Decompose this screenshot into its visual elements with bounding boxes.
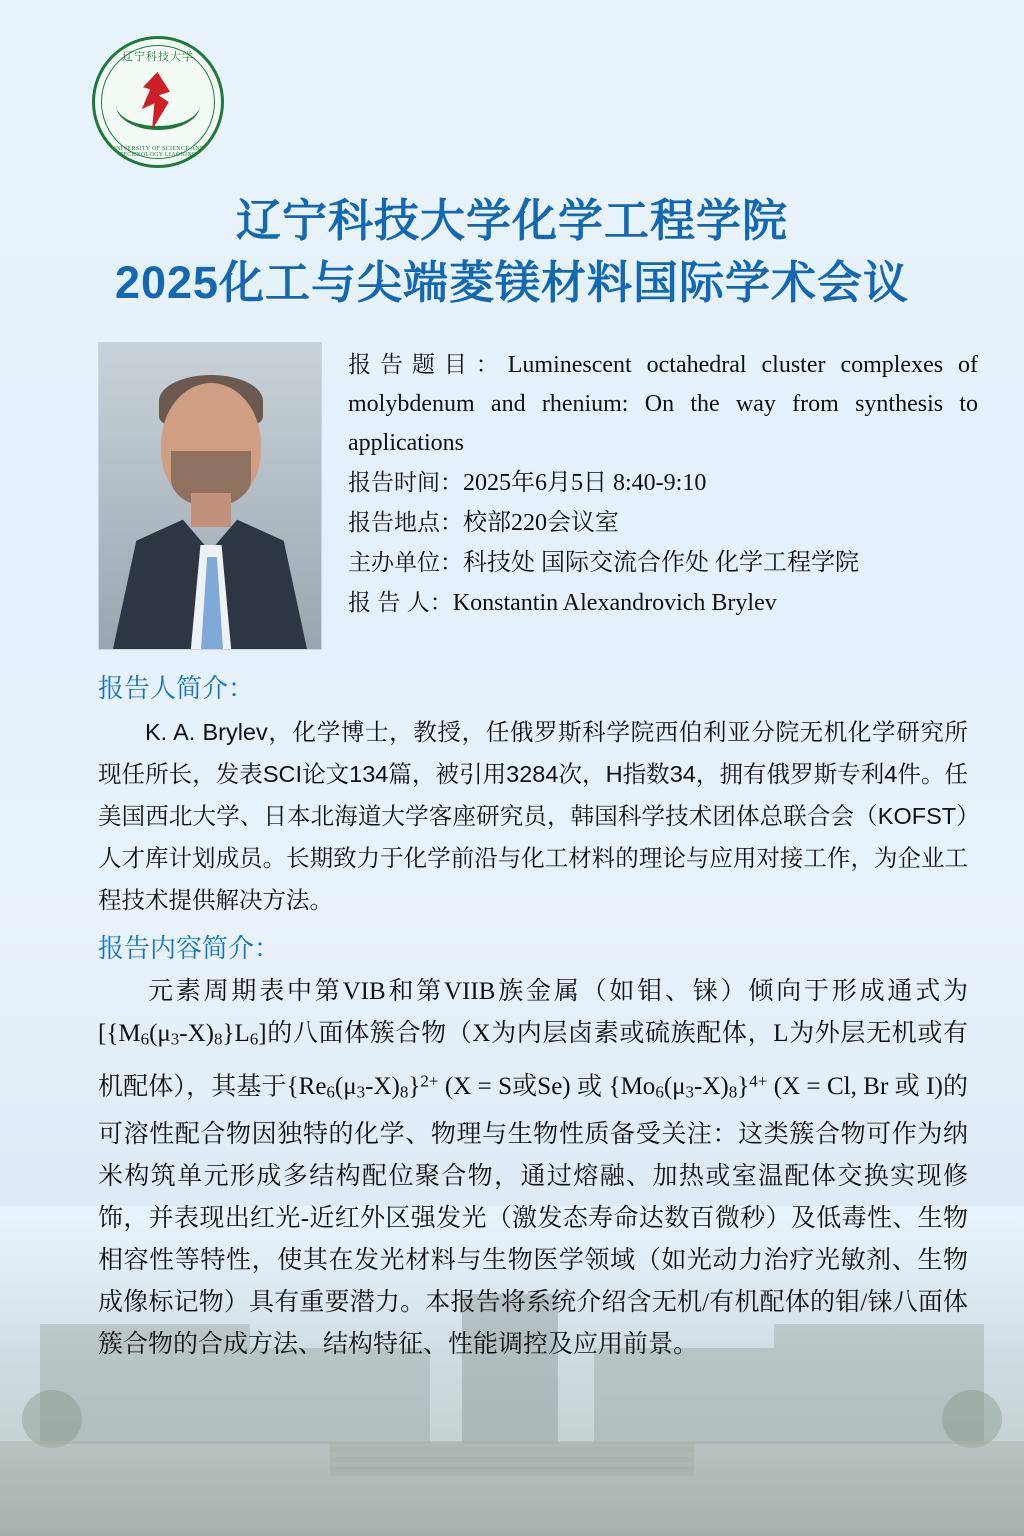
logo-chinese-name: 辽宁科技大学 [122, 51, 194, 63]
place-label: 报告地点： [348, 509, 463, 535]
bio-heading: 报告人简介： [98, 673, 255, 703]
title-line-2: 2025化工与尖端菱镁材料国际学术会议 [114, 257, 910, 308]
lecture-info-block [348, 345, 978, 623]
info-row-speaker [348, 583, 978, 623]
abstract-formula-2: $\{Re_6(\mu_3-X)_8\}^{2+}$ (X = S或Se) [286, 1071, 571, 1103]
abstract-part-1: 元素周期表中第VIB和第VIIB族金属（如钼、铼）倾向于形成通式为 [148, 978, 968, 1005]
abstract-part-3: 或 [570, 1073, 609, 1101]
time-label: 报告时间： [348, 469, 463, 495]
host-label: 主办单位： [348, 549, 463, 575]
topic-value: Luminescent octahedral cluster complexes of molybdenum and rhenium: On the way from synthesis to applications [348, 352, 979, 456]
university-logo-icon [92, 36, 224, 168]
tree-left [22, 1390, 82, 1448]
host-value: 科技处 国际交流合作处 化学工程学院 [463, 550, 859, 576]
place-value: 校部220会议室 [463, 510, 619, 536]
plaza-ground [0, 1441, 1024, 1536]
tree-right [942, 1390, 1002, 1448]
portrait-neck [191, 493, 231, 527]
bio-paragraph: K. A. Brylev，化学博士，教授，任俄罗斯科学院西伯利亚分院无机化学研究所现任所长，发表SCI论文134篇，被引用3284次，H指数34，拥有俄罗斯专利4件。任美国西北大学、日本北海道大学客座研究员，韩国科学技术团体总联合会（KOFST）人才库计划成员。长期致力于化学前沿与化工材料的理论与应用对接工作，为企业工程技术提供解决方法。 [98, 719, 968, 913]
abstract-paragraph [98, 971, 968, 1366]
abstract-heading: 报告内容简介： [98, 933, 281, 963]
topic-label: 报告题目： [348, 351, 508, 377]
abstract-formula-1: $[\{M_6(\mu_3-X)_8\}L_6]$ [98, 1020, 267, 1049]
speaker-portrait-photo [98, 342, 322, 650]
info-row-host [348, 543, 978, 583]
poster-title [0, 190, 1024, 314]
time-value: 2025年6月5日 8:40-9:10 [463, 470, 707, 496]
info-row-place [348, 503, 978, 543]
info-row-topic [348, 345, 978, 463]
speaker-label: 报 告 人： [348, 589, 453, 615]
abstract-formula-3: $\{Mo_6(\mu_3-X)_8\}^{4+}$ (X = Cl, Br 或 I) [608, 1071, 943, 1103]
logo-english-name: UNIVERSITY OF SCIENCE AND TECHNOLOGY LIAONING [111, 146, 205, 158]
abstract-part-2: 的八面体簇合物（X为内层卤素或硫族配体，L为外层无机或有机配体），其基于 [98, 1020, 968, 1101]
abstract-part-4: 的可溶性配合物因独特的化学、物理与生物性质备受关注：这类簇合物可作为纳米构筑单元形成多结构配位聚合物，通过熔融、加热或室温配体交换实现修饰，并表现出红光-近红外区强发光（激发态寿命达数百微秒）及低毒性、生物相容性等特性，使其在发光材料与生物医学领域（如光动力治疗光敏剂、生物成像标记物）具有重要潜力。本报告将系统介绍含无机/有机配体的钼/铼八面体簇合物的合成方法、结构特征、性能调控及应用前景。 [98, 1073, 968, 1359]
speaker-value: Konstantin Alexandrovich Brylev [452, 590, 777, 616]
info-row-time [348, 463, 978, 503]
title-line-1: 辽宁科技大学化学工程学院 [235, 195, 788, 246]
abstract-section [98, 928, 968, 1366]
speaker-bio-section [98, 668, 968, 921]
